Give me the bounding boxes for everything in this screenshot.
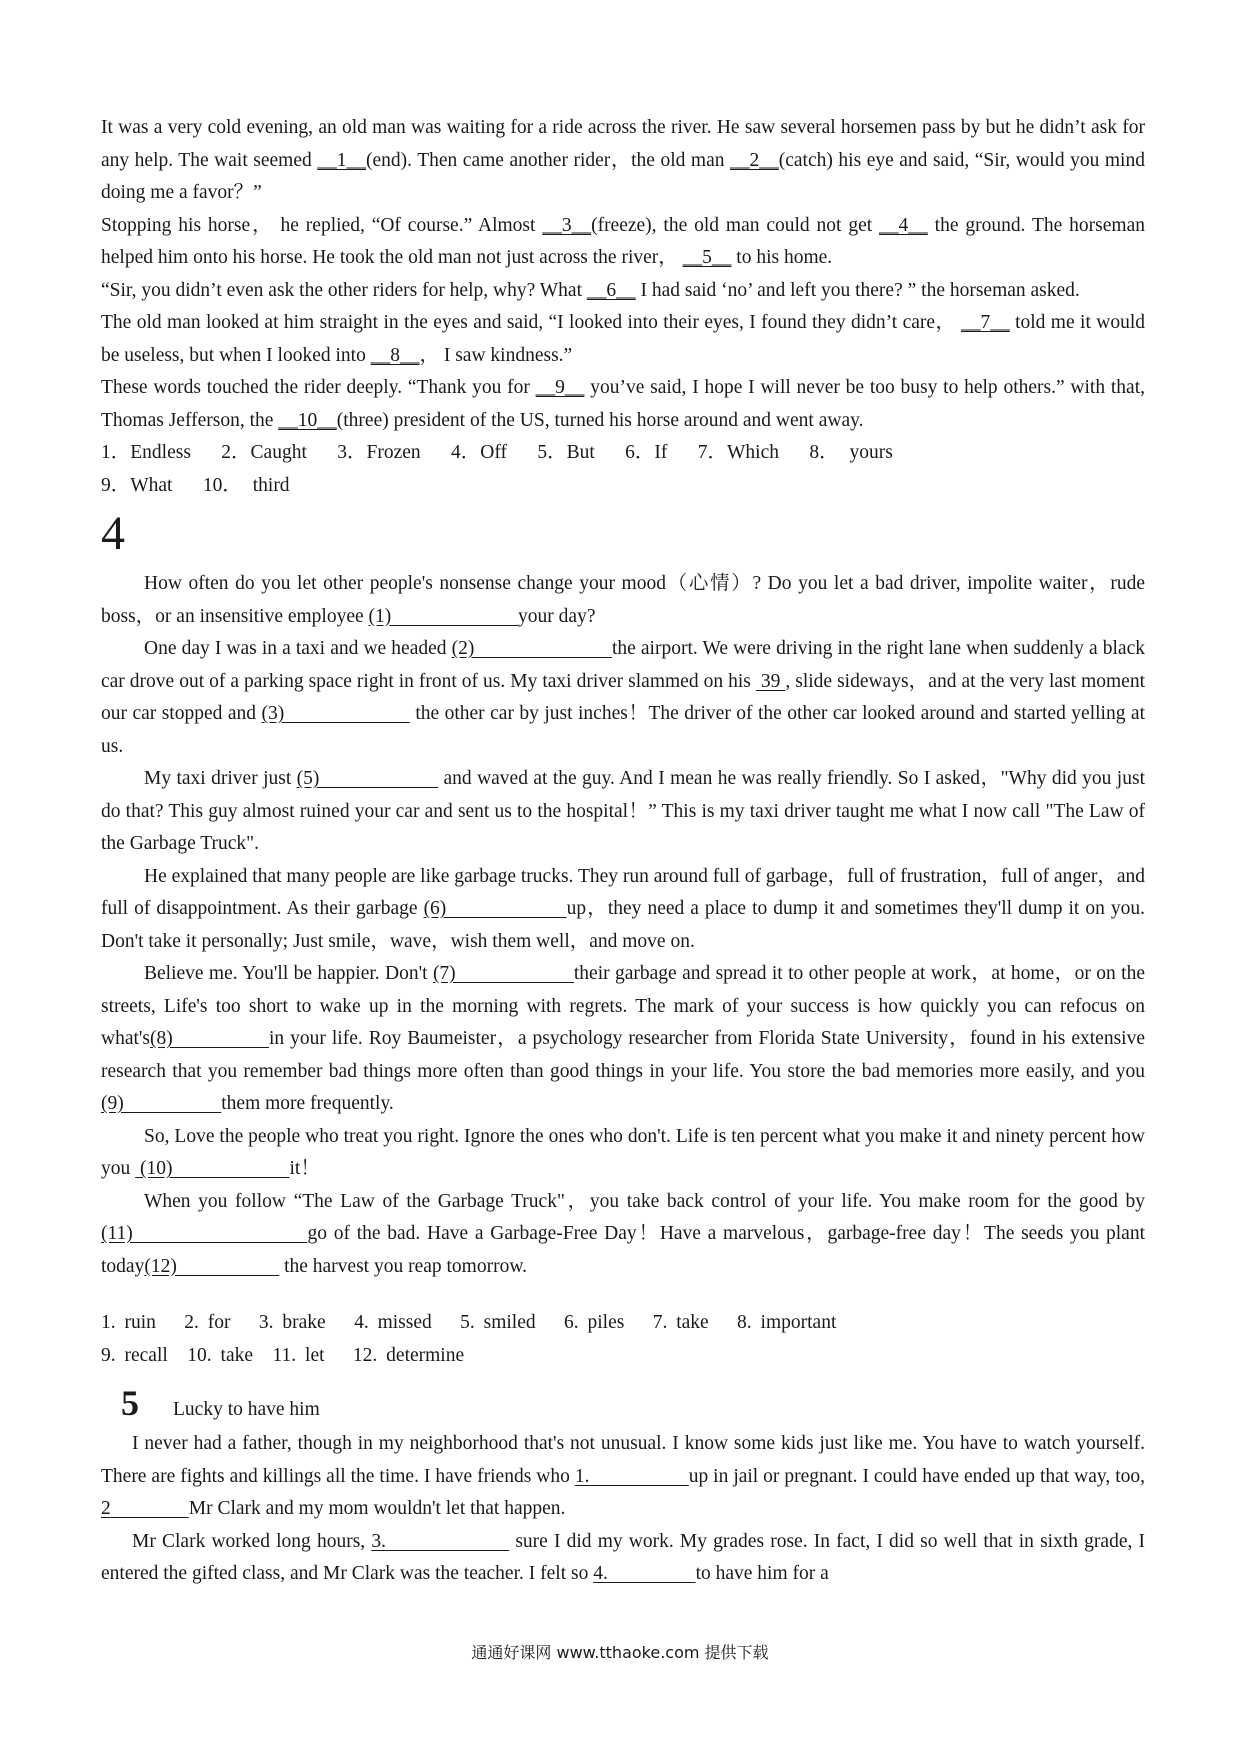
answer-blank: 2	[101, 1498, 189, 1519]
answer-blank: (5)	[296, 768, 439, 789]
text-run: in your life. Roy Baumeister，a psychology researcher from Florida State University，found in his extensive research that you remember bad things more often than good things in your life. You store the bad memories more easily, and you	[101, 1028, 1145, 1082]
answer-blank: (10)	[135, 1158, 290, 1179]
section-number: 4	[101, 507, 125, 560]
answer-blank: __2__	[730, 149, 779, 171]
answer-blank: __10__	[278, 409, 337, 431]
text-run: He explained that many people are like garbage trucks. They run around full of garbage，full of frustration，full of anger，and full of disappointment. As their garbage	[101, 865, 1145, 919]
text-run: the airport. We were driving in the right lane when suddenly a black car drove out of a parking space right in front of us. My taxi driver slammed on his	[101, 638, 1145, 692]
text-run: you’ve said, I hope I will never be too busy to help others.” with that, Thomas Jefferson, the	[101, 377, 1145, 431]
text-run: their garbage and spread it to other people at work，at home，or on the streets, Life's too short to wake up in the morning with regrets. The mark of your success is how quickly you can refocus on what's	[101, 963, 1145, 1049]
text-run: So, Love the people who treat you right. Ignore the ones who don't. Life is ten percent what you make it and ninety percent how you	[101, 1125, 1145, 1179]
text-run: and waved at the guy. And I mean he was really friendly. So I asked，"Why did you just do that? This guy almost ruined your car and sent us to the hospital！” This is my taxi driver taught me what I now call "The Law of the Garbage Truck".	[101, 768, 1145, 854]
section-number: 5	[121, 1383, 139, 1423]
text-run: to his home.	[731, 247, 833, 268]
answer-blank: (9)	[101, 1093, 222, 1114]
text-run: Mr Clark and my mom wouldn't let that happen.	[188, 1498, 566, 1519]
answer-blank: (6)	[423, 898, 567, 919]
text-run: These words touched the rider deeply. “Thank you for	[101, 377, 536, 398]
text-run: told me it would be useless, but when I looked into	[101, 312, 1145, 366]
paragraph	[101, 372, 1145, 437]
paragraph	[101, 633, 1145, 763]
answer-blank: (8)	[150, 1028, 269, 1049]
section-4-passage	[101, 568, 1145, 1372]
answer-blank: __3__	[542, 214, 592, 236]
answer-key-line: 9．What 10． third	[101, 474, 290, 496]
paragraph	[101, 210, 1145, 275]
paragraph	[101, 1186, 1145, 1284]
text-run: up，they need a place to dump it and sometimes they'll dump it on you. Don't take it personally; Just smile，wave，wish them well，and move on.	[101, 898, 1145, 952]
text-run: The old man looked at him straight in the eyes and said, “I looked into their eyes, I found they didn’t care，	[101, 312, 961, 333]
text-run: My taxi driver just	[144, 768, 297, 789]
answer-blank: __8__	[370, 344, 420, 366]
text-run: I had said ‘no’ and left you there? ” the horseman asked.	[635, 279, 1080, 301]
answer-blank: (7)	[432, 963, 574, 984]
answer-blank: __4__	[879, 214, 928, 236]
text-run: your day?	[518, 605, 596, 627]
answer-blank: (1)	[368, 605, 519, 627]
paragraph	[101, 763, 1145, 861]
paragraph	[101, 1526, 1145, 1591]
paragraph	[101, 861, 1145, 959]
text-run: “Sir, you didn’t even ask the other riders for help, why? What	[101, 279, 587, 301]
text-run: the other car by just inches！The driver of the other car looked around and started yelling at us.	[101, 703, 1145, 757]
section-3-passage	[101, 112, 1145, 502]
answer-blank: __6__	[586, 279, 636, 301]
text-run: Mr Clark worked long hours,	[132, 1530, 372, 1552]
answer-key-line: 1. ruin 2. for 3. brake 4. missed 5. smiled 6. piles 7. take 8. important	[101, 1312, 837, 1333]
page-footer: 通通好课网 www.tthaoke.com 提供下载	[471, 1643, 769, 1662]
paragraph	[101, 568, 1145, 633]
answer-blank: (11)	[101, 1223, 308, 1244]
section-5-heading	[121, 1382, 1145, 1424]
text-run: I never had a father, though in my neighborhood that's not unusual. I know some kids just like me. You have to watch yourself. There are fights and killings all the time. I have friends who	[101, 1433, 1145, 1487]
paragraph	[101, 958, 1145, 1121]
text-run: Believe me. You'll be happier. Don't	[144, 963, 433, 984]
answer-blank: 39	[755, 670, 786, 692]
text-run: (freeze), the old man could not get	[591, 214, 880, 236]
paragraph	[101, 307, 1145, 372]
text-run: (end). Then came another rider，the old man	[366, 149, 730, 171]
answer-blank: (3)	[261, 703, 410, 724]
answer-blank: __7__	[960, 312, 1010, 333]
answer-blank: 4.	[593, 1563, 696, 1584]
text-run: , slide sideways，and at the very last moment our car stopped and	[101, 670, 1146, 724]
answer-key-line: 9. recall 10. take 11. let 12. determine	[101, 1344, 465, 1366]
section-title: Lucky to have him	[173, 1399, 320, 1420]
answer-blank: (12)	[144, 1255, 280, 1277]
text-run: Stopping his horse， he replied, “Of course.” Almost	[101, 214, 543, 236]
answer-blank: __5__	[682, 247, 732, 268]
answer-blank: 3.	[371, 1530, 510, 1552]
answer-blank: 1.	[574, 1465, 689, 1487]
text-run: them more frequently.	[221, 1093, 394, 1114]
text-run: the ground. The horseman helped him onto his horse. He took the old man not just across the river，	[101, 214, 1145, 268]
text-run: to have him for a	[695, 1563, 829, 1584]
text-run: When you follow “The Law of the Garbage Truck"，you take back control of your life. You make room for the good by	[144, 1190, 1145, 1212]
paragraph	[101, 1121, 1145, 1186]
text-run: (three) president of the US, turned his horse around and went away.	[336, 409, 864, 431]
text-run: go of the bad. Have a Garbage-Free Day！Have a marvelous，garbage-free day！The seeds you plant today	[101, 1223, 1146, 1277]
text-run: it！	[289, 1158, 320, 1179]
text-run: (catch) his eye and said, “Sir, would you mind doing me a favor？”	[101, 149, 1145, 203]
text-run: How often do you let other people's nonsense change your mood（心情）? Do you let a bad driver, impolite waiter，rude boss，or an insensitive employee	[101, 573, 1145, 627]
text-run: ， I saw kindness.”	[419, 344, 573, 366]
answer-blank: (2)	[451, 638, 612, 659]
text-run: One day I was in a taxi and we headed	[144, 638, 452, 659]
paragraph	[101, 275, 1145, 308]
answer-blank: __1__	[317, 149, 367, 171]
text-run: It was a very cold evening, an old man was waiting for a ride across the river. He saw several horsemen pass by but he didn’t ask for any help. The wait seemed	[101, 117, 1145, 171]
paragraph	[101, 112, 1145, 210]
answer-blank: __9__	[535, 377, 585, 398]
answer-key-line: 1．Endless 2．Caught 3．Frozen 4．Off 5．But 6．If 7．Which 8． yours	[101, 442, 893, 463]
text-run: sure I did my work. My grades rose. In fact, I did so well that in sixth grade, I entered the gifted class, and Mr Clark was the teacher. I felt so	[101, 1530, 1146, 1584]
text-run: up in jail or pregnant. I could have ended up that way, too,	[688, 1465, 1146, 1487]
text-run: the harvest you reap tomorrow.	[279, 1255, 528, 1277]
paragraph	[101, 1428, 1145, 1526]
section-5-passage	[101, 1428, 1145, 1591]
